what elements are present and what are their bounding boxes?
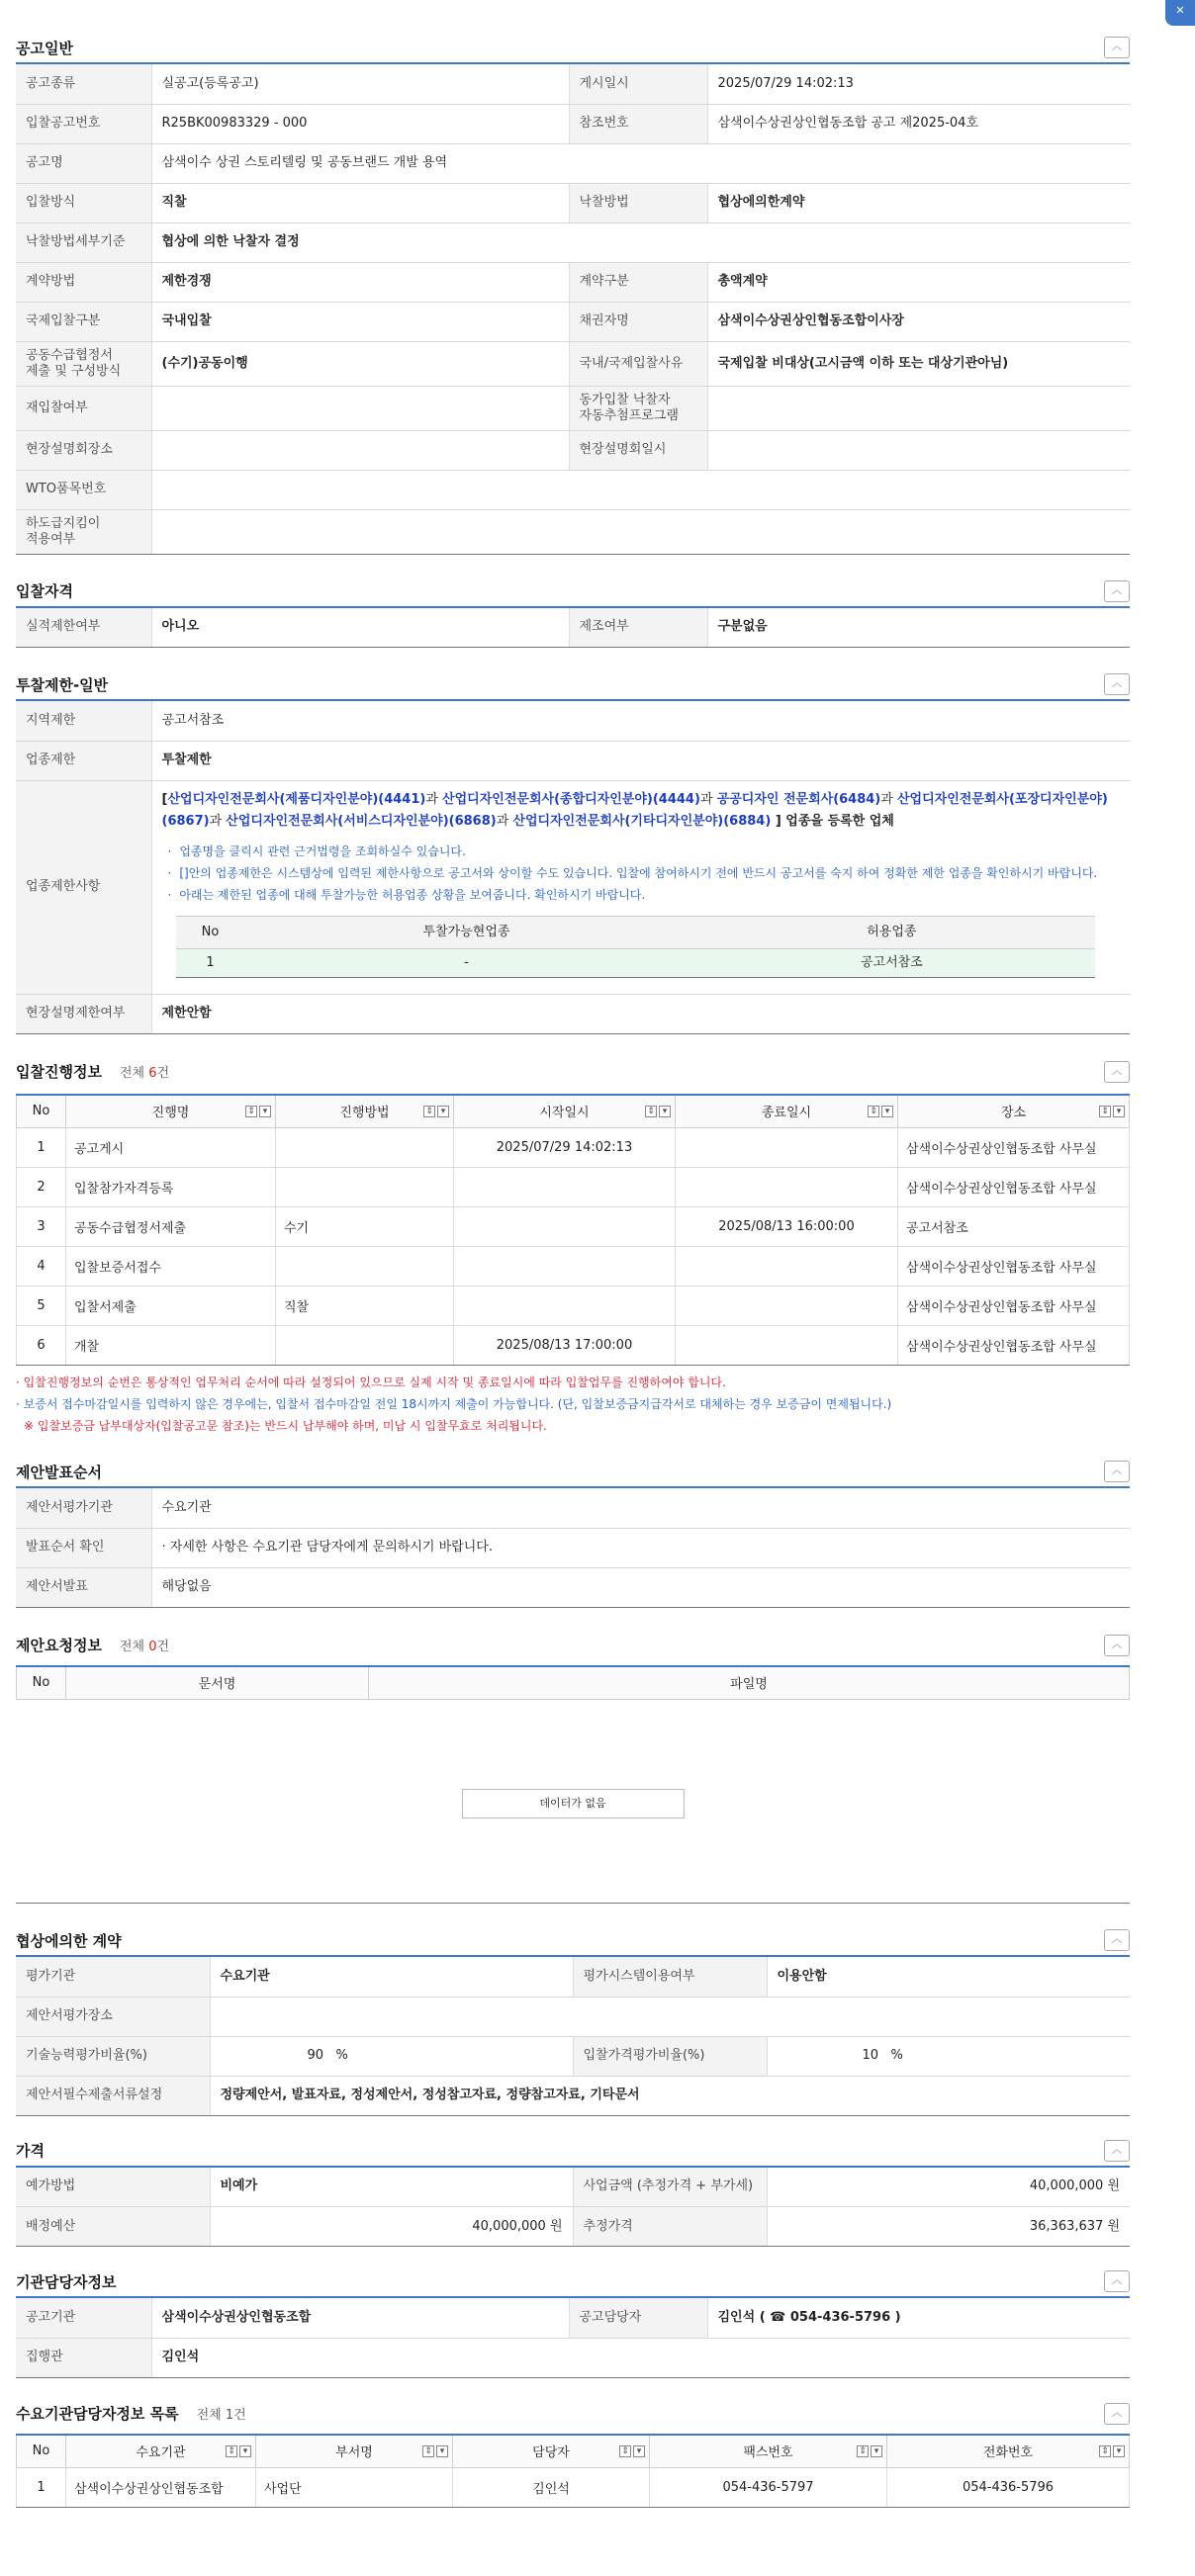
field-label: 계약구분 [569,262,707,302]
progress-section [16,1056,1130,1438]
general-section [16,33,1130,555]
table-cell [276,1326,454,1366]
info-row [16,1488,1130,1528]
table-cell: 수기 [276,1207,454,1247]
sort-controls[interactable] [226,2445,251,2457]
column-header: No [176,916,245,948]
header-row [17,1095,1130,1128]
column-header[interactable] [66,1095,276,1128]
table-cell: 공동수급협정서제출 [66,1207,276,1247]
column-header [17,2435,66,2468]
table-cell: 공고게시 [66,1128,276,1168]
info-row [16,509,1130,554]
field-value: 2025/07/29 14:02:13 [707,64,1130,104]
onsite-label: 현장설명제한여부 [16,994,151,1033]
filter-icon[interactable]: ▾ [437,1106,449,1117]
field-value: 국제입찰 비대상(고시금액 이하 또는 대상기관아님) [707,341,1130,386]
bid-notice-detail [16,0,1130,2508]
field-value [151,470,1130,509]
sort-controls[interactable] [619,2445,645,2457]
field-value: (수기)공동이행 [151,341,569,386]
sort-icon[interactable]: ⇕ [422,2445,434,2457]
eval-place-label: 제안서평가장소 [16,1997,210,2036]
conjunction: 과 [699,791,717,807]
table-cell [676,1287,898,1326]
project-amount-label: 사업금액 (추정가격 + 부가세) [573,2168,767,2207]
note-list [162,841,1121,906]
field-label: 현장설명회장소 [16,430,151,470]
sort-icon[interactable]: ⇕ [226,2445,237,2457]
field-label: 게시일시 [569,64,707,104]
filter-icon[interactable]: ▾ [871,2445,882,2457]
proposal-request-table [16,1665,1130,1701]
collapse-icon[interactable]: ︿ [1104,1061,1130,1083]
field-value: 삼색이수 상권 스토리텔링 및 공동브랜드 개발 용역 [151,143,1130,183]
field-label: 발표순서 확인 [16,1528,151,1567]
section-title: 수요기관담당자정보 목록 전체 1건 [16,2405,246,2423]
industry-detail-label: 업종제한사항 [16,780,151,994]
section-header [16,577,1130,608]
field-label: 공고명 [16,143,151,183]
table-cell: 삼색이수상권상인협동조합 [66,2468,256,2508]
required-docs-label: 제안서필수제출서류설정 [16,2076,210,2115]
table-cell: 6 [17,1326,66,1366]
table-cell: 개찰 [66,1326,276,1366]
field-label: 참조번호 [569,104,707,143]
column-title: 진행방법 [339,1106,390,1121]
column-title: 전화번호 [982,2445,1034,2461]
table-row [17,2468,1130,2508]
field-label: 동가입찰 낙찰자 자동추첨프로그램 [569,386,707,430]
info-row [16,430,1130,470]
table-cell [276,1247,454,1287]
column-header[interactable] [454,1095,676,1128]
progress-notes [16,1372,1130,1437]
collapse-icon[interactable]: ︿ [1104,2403,1130,2425]
table-cell: 입찰참가자격등록 [66,1168,276,1207]
field-value [707,430,1130,470]
industry-link[interactable]: 산업디자인전문회사(포장디자인분야)(6867) [161,791,1108,829]
section-title: 제안발표순서 [16,1463,102,1481]
field-label: 실적제한여부 [16,608,151,648]
table-cell: 입찰서제출 [66,1287,276,1326]
filter-icon[interactable]: ▾ [259,1106,271,1117]
industry-link[interactable]: 산업디자인전문회사(종합디자인분야)(4444) [442,791,700,807]
info-row [16,262,1130,302]
field-value: 아니오 [151,608,569,648]
agency-org-label: 공고기관 [16,2298,151,2338]
column-title: 팩스번호 [743,2445,793,2461]
project-amount-value: 40,000,000 원 [767,2168,1130,2207]
table-cell: 2 [17,1168,66,1207]
sort-controls[interactable] [423,1106,449,1117]
info-row [16,608,1130,648]
filter-icon[interactable]: ▾ [1113,1106,1125,1117]
industry-link[interactable]: 산업디자인전문회사(제품디자인분야)(4441) [167,791,426,807]
total-count: 전체 1건 [196,2408,246,2423]
price-method-value: 비예가 [210,2168,573,2207]
field-label: 낙찰방법세부기준 [16,222,151,262]
column-header: No [17,1666,66,1700]
field-label: 공고종류 [16,64,151,104]
table-cell: - [245,948,689,977]
column-title: 부서명 [335,2445,373,2461]
section-header [16,2398,1130,2430]
field-value: 수요기관 [151,1488,1130,1528]
field-label: 채권자명 [569,302,707,341]
collapse-icon[interactable]: ︿ [1104,2140,1130,2162]
empty-state [16,1700,1130,1904]
section-title: 공고일반 [16,39,73,57]
column-title: 담당자 [532,2445,570,2461]
header-row [17,2435,1130,2468]
field-label: 입찰공고번호 [16,104,151,143]
table-cell: 사업단 [256,2468,453,2508]
info-row [16,222,1130,262]
table-row [17,1207,1130,1247]
field-label: 계약방법 [16,262,151,302]
table-cell [454,1247,676,1287]
info-row [16,183,1130,222]
collapse-icon[interactable]: ︿ [1104,1929,1130,1951]
field-value: 해당없음 [151,1567,1130,1607]
column-header[interactable] [66,2435,256,2468]
collapse-icon[interactable]: ︿ [1104,2270,1130,2292]
budget-label: 배정예산 [16,2207,210,2247]
table-cell: 1 [176,948,245,977]
conjunction: 과 [425,791,443,807]
sort-icon[interactable]: ⇕ [1099,2445,1111,2457]
estimated-price-label: 추정가격 [573,2207,767,2247]
field-value: 삼색이수상권상인협동조합이사장 [707,302,1130,341]
table-cell: 2025/08/13 17:00:00 [454,1326,676,1366]
sort-controls[interactable] [245,1106,271,1117]
field-label: 국제입찰구분 [16,302,151,341]
price-section [16,2136,1130,2248]
info-row [16,1528,1130,1567]
column-header[interactable] [887,2435,1130,2468]
industry-detail [151,780,1130,994]
filter-icon[interactable]: ▾ [436,2445,448,2457]
table-cell: 공고서참조 [689,948,1096,977]
negotiation-table [16,1957,1130,2116]
collapse-icon[interactable]: ︿ [1104,37,1130,58]
field-value: 협상에 의한 낙찰자 결정 [151,222,1130,262]
eval-system-value: 이용안함 [767,1957,1130,1997]
field-value: 협상에의한계약 [707,183,1130,222]
info-row [16,341,1130,386]
industry-value: 투찰제한 [151,741,1130,780]
qualification-table [16,608,1130,649]
field-value: 제한경쟁 [151,262,569,302]
price-ratio-label: 입찰가격평가비율(%) [573,2036,767,2076]
negotiation-section [16,1925,1130,2116]
filter-icon[interactable]: ▾ [659,1106,671,1117]
table-cell: 1 [17,2468,66,2508]
table-cell: 2025/08/13 16:00:00 [676,1207,898,1247]
section-title: 제안요청정보 전체 0건 [16,1637,170,1654]
sort-icon[interactable]: ⇕ [619,2445,631,2457]
field-value: 삼색이수상권상인협동조합 공고 제2025-04호 [707,104,1130,143]
field-label: 제안서평가기관 [16,1488,151,1528]
table-cell: 삼색이수상권상인협동조합 사무실 [898,1168,1130,1207]
restriction-section [16,669,1130,1034]
estimated-price-value: 36,363,637 원 [767,2207,1130,2247]
field-value [707,386,1130,430]
industry-label: 업종제한 [16,741,151,780]
total-count: 전체 6건 [119,1066,170,1081]
column-header[interactable] [453,2435,650,2468]
eval-org-value: 수요기관 [210,1957,573,1997]
field-value: 실공고(등록공고) [151,64,569,104]
budget-value: 40,000,000 원 [210,2207,573,2247]
column-header[interactable] [676,1095,898,1128]
no-data-label: 데이터가 없음 [462,1789,685,1819]
filter-icon[interactable]: ▾ [881,1106,893,1117]
price-table [16,2168,1130,2248]
table-cell: 5 [17,1287,66,1326]
section-header [16,1630,1130,1661]
section-title: 입찰자격 [16,582,73,600]
field-value: 구분없음 [707,608,1130,648]
sort-icon[interactable]: ⇕ [868,1106,879,1117]
table-row [17,1128,1130,1168]
table-cell [676,1128,898,1168]
note-item: · []안의 업종제한은 시스템상에 입력된 제한사항으로 공고서와 상이할 수도 있습니다. 입찰에 참여하시기 전에 반드시 공고서를 숙지 하여 정확한 제한 업종을 확인하시기 바랍니다. [168,862,1121,884]
table-cell [676,1168,898,1207]
filter-icon[interactable]: ▾ [1113,2445,1125,2457]
column-title: 시작일시 [539,1106,590,1121]
section-title: 가격 [16,2142,45,2160]
eval-system-label: 평가시스템이용여부 [573,1957,767,1997]
field-value: 직찰 [151,183,569,222]
table-cell: 삼색이수상권상인협동조합 사무실 [898,1247,1130,1287]
eval-place-value [210,1997,1130,2036]
industry-link[interactable]: 산업디자인전문회사(서비스디자인분야)(6868) [226,813,497,829]
demand-table [16,2434,1130,2509]
field-label: 제조여부 [569,608,707,648]
sort-controls[interactable] [645,1106,671,1117]
field-label: 입찰방식 [16,183,151,222]
column-title: 종료일시 [761,1106,812,1121]
table-cell [276,1168,454,1207]
field-value [151,509,1130,554]
field-label: 하도급지킴이 적용여부 [16,509,151,554]
table-cell [454,1207,676,1247]
section-header [16,2266,1130,2298]
collapse-icon[interactable]: ︿ [1104,1461,1130,1482]
field-value [151,386,569,430]
table-cell: 삼색이수상권상인협동조합 사무실 [898,1326,1130,1366]
field-label: 제안서발표 [16,1567,151,1607]
table-row [17,1287,1130,1326]
field-value: 국내입찰 [151,302,569,341]
column-title: 진행명 [151,1106,190,1121]
agency-person-label: 공고담당자 [569,2298,707,2338]
collapse-icon[interactable]: ︿ [1104,580,1130,602]
sort-icon[interactable]: ⇕ [1099,1106,1111,1117]
sort-controls[interactable] [868,1106,893,1117]
field-label: 공동수급협정서 제출 및 구성방식 [16,341,151,386]
field-label: 재입찰여부 [16,386,151,430]
table-cell: 054-436-5797 [650,2468,887,2508]
table-cell: 김인석 [453,2468,650,2508]
sort-icon[interactable]: ⇕ [857,2445,869,2457]
agency-person-value: 김인석 ( ☎ 054-436-5796 ) [707,2298,1130,2338]
sort-controls[interactable] [422,2445,448,2457]
field-value: R25BK00983329 - 000 [151,104,569,143]
column-header [17,1095,66,1128]
column-header: 문서명 [66,1666,369,1700]
table-cell [276,1128,454,1168]
table-cell: 직찰 [276,1287,454,1326]
table-cell: 4 [17,1247,66,1287]
table-cell: 054-436-5796 [887,2468,1130,2508]
industry-link[interactable]: 산업디자인전문회사(기타디자인분야)(6884) [512,813,772,829]
section-header [16,2136,1130,2168]
info-row [16,104,1130,143]
tech-ratio-value: 90 % [210,2036,573,2076]
column-title: No [32,1104,50,1119]
proposal-order-table [16,1488,1130,1608]
progress-table [16,1094,1130,1367]
section-header [16,33,1130,64]
table-cell: 1 [17,1128,66,1168]
table-cell [676,1247,898,1287]
table-cell [454,1287,676,1326]
general-table [16,64,1130,555]
field-label: 현장설명회일시 [569,430,707,470]
agency-org-value: 삼색이수상권상인협동조합 [151,2298,569,2338]
info-row [16,1567,1130,1607]
sort-icon[interactable]: ⇕ [645,1106,657,1117]
executor-value: 김인석 [151,2338,1130,2377]
info-row [16,143,1130,183]
section-header [16,1056,1130,1088]
agency-section [16,2266,1130,2378]
table-cell: 3 [17,1207,66,1247]
side-tab[interactable]: ✕ [1165,0,1195,26]
sort-controls[interactable] [857,2445,882,2457]
section-title: 협상에의한 계약 [16,1931,122,1950]
table-cell: 삼색이수상권상인협동조합 사무실 [898,1287,1130,1326]
allowed-industry-table [176,916,1096,978]
note-item: · 아래는 제한된 업종에 대해 투찰가능한 허용업종 상황을 보여줍니다. 확인하시기 바랍니다. [168,884,1121,906]
conjunction: 과 [880,791,897,807]
total-count: 전체 0건 [119,1640,170,1654]
conjunction: 과 [496,813,513,829]
sort-controls[interactable] [1099,2445,1125,2457]
required-docs-value: 정량제안서, 발표자료, 정성제안서, 정성참고자료, 정량참고자료, 기타문서 [210,2076,1130,2115]
section-header [16,669,1130,701]
sort-icon[interactable]: ⇕ [245,1106,257,1117]
table-cell [676,1326,898,1366]
section-title: 기관담당자정보 [16,2272,117,2291]
column-header[interactable] [256,2435,453,2468]
warning-text: ※ 입찰보증금 납부대상자(입찰공고문 참조)는 반드시 납부해야 하며, 미납 시 입찰무효로 처리됩니다. [24,1419,547,1433]
tech-ratio-label: 기술능력평가비율(%) [16,2036,210,2076]
filter-icon[interactable]: ▾ [239,2445,251,2457]
column-header: 투찰가능현업종 [245,916,689,948]
price-ratio-value: 10 % [767,2036,1130,2076]
table-row [17,1326,1130,1366]
column-title: 수요기관 [136,2445,186,2461]
sort-controls[interactable] [1099,1106,1125,1117]
section-header [16,1457,1130,1488]
industry-list [162,789,1121,833]
info-row [16,386,1130,430]
warning-text: · 입찰진행정보의 순번은 통상적인 업무처리 순서에 따라 설정되어 있으므로 실제 시작 및 종료일시에 따라 입찰업무를 진행하여야 합니다. [16,1376,726,1389]
field-value: · 자세한 사항은 수요기관 담당자에게 문의하시기 바랍니다. [151,1528,1130,1567]
bracket-close: ] 업종을 등록한 업체 [771,813,894,829]
onsite-value: 제한안함 [151,994,1130,1033]
table-cell [454,1168,676,1207]
collapse-icon[interactable]: ︿ [1104,1635,1130,1656]
table-cell: 삼색이수상권상인협동조합 사무실 [898,1128,1130,1168]
field-label: 국내/국제입찰사유 [569,341,707,386]
column-header[interactable] [898,1095,1130,1128]
info-row [16,470,1130,509]
section-title: 투찰제한-일반 [16,675,109,694]
warning-text: · 보증서 접수마감일시를 입력하지 않은 경우에는, 입찰서 접수마감일 전일 18시까지 제출이 가능합니다. (단, 입찰보증금지급각서로 대체하는 경우 보증금이 면제됩니다.) [16,1397,892,1411]
eval-org-label: 평가기관 [16,1957,210,1997]
industry-link[interactable]: 공공디자인 전문회사(6484) [716,791,881,807]
region-label: 지역제한 [16,701,151,741]
table-row [17,1247,1130,1287]
section-title: 입찰진행정보 전체 6건 [16,1063,170,1081]
table-cell: 공고서참조 [898,1207,1130,1247]
collapse-icon[interactable]: ︿ [1104,673,1130,695]
column-header: 파일명 [369,1666,1130,1700]
restriction-table [16,701,1130,1034]
info-row [16,64,1130,104]
note-item: · 업종명을 클릭시 관련 근거법령을 조회하실수 있습니다. [168,841,1121,862]
column-header[interactable] [650,2435,887,2468]
region-value: 공고서참조 [151,701,1130,741]
table-cell: 2025/07/29 14:02:13 [454,1128,676,1168]
column-header: 허용업종 [689,916,1096,948]
agency-table [16,2298,1130,2378]
field-label: 낙찰방법 [569,183,707,222]
column-header[interactable] [276,1095,454,1128]
price-method-label: 예가방법 [16,2168,210,2207]
field-value: 총액계약 [707,262,1130,302]
section-header [16,1925,1130,1957]
info-row [16,302,1130,341]
table-row [17,1168,1130,1207]
qualification-section [16,577,1130,649]
field-value [151,430,569,470]
sort-icon[interactable]: ⇕ [423,1106,435,1117]
filter-icon[interactable]: ▾ [633,2445,645,2457]
column-title: No [32,2443,50,2459]
column-title: 장소 [1000,1106,1027,1121]
bracket-open: [ [161,791,168,807]
executor-label: 집행관 [16,2338,151,2377]
proposal-order-section [16,1457,1130,1608]
field-label: WTO품목번호 [16,470,151,509]
proposal-request-section [16,1630,1130,1905]
table-cell: 입찰보증서접수 [66,1247,276,1287]
conjunction: 과 [209,813,227,829]
demand-section [16,2398,1130,2509]
